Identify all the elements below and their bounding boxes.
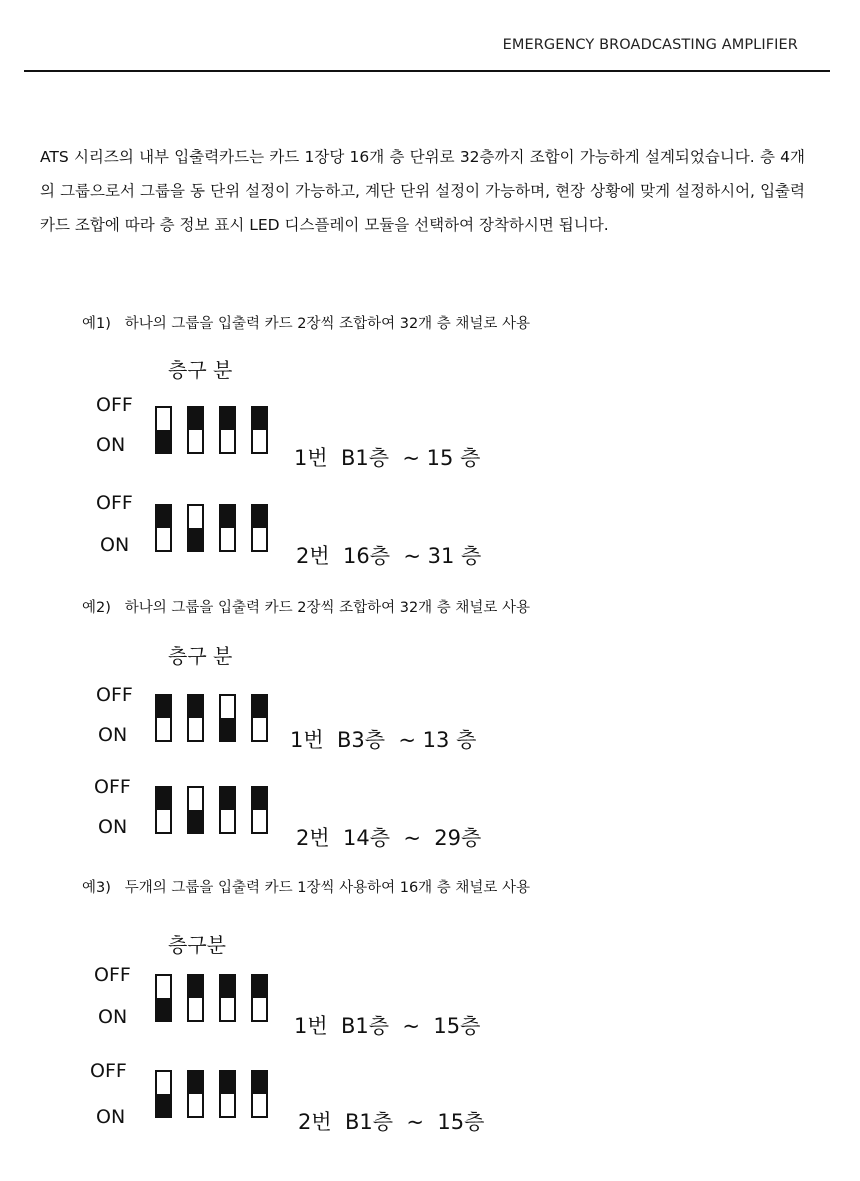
dip-switch-bank xyxy=(155,786,285,836)
dip-switch-bank xyxy=(155,694,285,744)
dip-switch-knob xyxy=(157,998,170,1020)
dip-switch-bank xyxy=(155,974,285,1024)
dip-switch-knob xyxy=(157,696,170,718)
dip-switch-2-on xyxy=(187,504,204,552)
dip-switch-4-off xyxy=(251,1070,268,1118)
dip-switch-knob xyxy=(157,788,170,810)
off-label: OFF xyxy=(94,964,131,986)
example-1-switch-set-2 xyxy=(0,492,600,584)
dip-switch-3-off xyxy=(219,504,236,552)
dip-switch-3-on xyxy=(219,694,236,742)
on-label: ON xyxy=(98,816,128,838)
dip-switch-4-off xyxy=(251,504,268,552)
floor-range-label: 2번 14층 ~ 29층 xyxy=(296,826,482,850)
dip-switch-knob xyxy=(157,1094,170,1116)
dip-switch-knob xyxy=(221,1072,234,1094)
header-divider xyxy=(24,70,830,72)
intro-paragraph: ATS 시리즈의 내부 입출력카드는 카드 1장당 16개 층 단위로 32층까지 조합이 가능하게 설계되었습니다. 층 4개의 그룹으로서 그룹을 동 단위 설정이 가능하고, 계단 단위 설정이 가능하며, 현장 상황에 맞게 설정하시어, 입출력 카드 조합에 따라 층 정보 표시 LED 디스플레이 모듈을 선택하여 장착하시면 됩니다. xyxy=(40,147,805,234)
floor-range-label: 2번 B1층 ~ 15층 xyxy=(298,1110,485,1134)
dip-switch-2-off xyxy=(187,974,204,1022)
on-label: ON xyxy=(96,1106,126,1128)
floor-range-label: 1번 B3층 ~ 13 층 xyxy=(290,728,477,752)
dip-switch-4-off xyxy=(251,694,268,742)
dip-switch-1-off xyxy=(155,504,172,552)
dip-switch-knob xyxy=(253,506,266,528)
dip-switch-knob xyxy=(253,408,266,430)
off-label: OFF xyxy=(96,684,133,706)
dip-switch-knob xyxy=(189,1072,202,1094)
example-2-heading: 층구 분 xyxy=(168,644,233,668)
dip-switch-3-off xyxy=(219,1070,236,1118)
dip-switch-knob xyxy=(253,1072,266,1094)
dip-switch-1-on xyxy=(155,406,172,454)
example-3-label: 예3) 두개의 그룹을 입출력 카드 1장씩 사용하여 16개 층 채널로 사용 xyxy=(82,880,531,896)
example-3-switch-set-1 xyxy=(0,964,600,1054)
page-header-title: EMERGENCY BROADCASTING AMPLIFIER xyxy=(502,37,798,53)
dip-switch-knob xyxy=(157,506,170,528)
dip-switch-1-on xyxy=(155,1070,172,1118)
dip-switch-knob xyxy=(189,810,202,832)
dip-switch-2-on xyxy=(187,786,204,834)
dip-switch-4-off xyxy=(251,786,268,834)
dip-switch-knob xyxy=(189,976,202,998)
example-3-heading: 층구분 xyxy=(168,933,226,957)
on-label: ON xyxy=(98,1006,128,1028)
example-3-switch-set-2 xyxy=(0,1060,600,1150)
on-label: ON xyxy=(96,434,126,456)
dip-switch-bank xyxy=(155,406,285,456)
dip-switch-knob xyxy=(157,430,170,452)
dip-switch-knob xyxy=(221,506,234,528)
floor-range-label: 1번 B1층 ~ 15 층 xyxy=(294,446,481,470)
dip-switch-3-off xyxy=(219,786,236,834)
dip-switch-knob xyxy=(189,408,202,430)
dip-switch-1-on xyxy=(155,974,172,1022)
dip-switch-2-off xyxy=(187,406,204,454)
on-label: ON xyxy=(98,724,128,746)
dip-switch-knob xyxy=(253,976,266,998)
example-1-label: 예1) 하나의 그룹을 입출력 카드 2장씩 조합하여 32개 층 채널로 사용 xyxy=(82,316,531,332)
dip-switch-1-off xyxy=(155,786,172,834)
dip-switch-knob xyxy=(221,788,234,810)
dip-switch-1-off xyxy=(155,694,172,742)
off-label: OFF xyxy=(96,394,133,416)
dip-switch-3-off xyxy=(219,974,236,1022)
dip-switch-bank xyxy=(155,1070,285,1120)
example-2-switch-set-2 xyxy=(0,776,600,866)
dip-switch-4-off xyxy=(251,406,268,454)
off-label: OFF xyxy=(94,776,131,798)
dip-switch-knob xyxy=(221,976,234,998)
floor-range-label: 2번 16층 ~ 31 층 xyxy=(296,544,482,568)
dip-switch-2-off xyxy=(187,694,204,742)
example-1-heading: 층구 분 xyxy=(168,358,233,382)
example-1-switch-set-1 xyxy=(0,394,600,486)
on-label: ON xyxy=(100,534,130,556)
dip-switch-knob xyxy=(221,718,234,740)
dip-switch-knob xyxy=(189,528,202,550)
dip-switch-knob xyxy=(253,696,266,718)
dip-switch-knob xyxy=(253,788,266,810)
example-2-label: 예2) 하나의 그룹을 입출력 카드 2장씩 조합하여 32개 층 채널로 사용 xyxy=(82,600,531,616)
off-label: OFF xyxy=(96,492,133,514)
dip-switch-4-off xyxy=(251,974,268,1022)
floor-range-label: 1번 B1층 ~ 15층 xyxy=(294,1014,481,1038)
dip-switch-2-off xyxy=(187,1070,204,1118)
example-2-switch-set-1 xyxy=(0,684,600,774)
dip-switch-bank xyxy=(155,504,285,554)
dip-switch-knob xyxy=(189,696,202,718)
dip-switch-3-off xyxy=(219,406,236,454)
dip-switch-knob xyxy=(221,408,234,430)
off-label: OFF xyxy=(90,1060,127,1082)
